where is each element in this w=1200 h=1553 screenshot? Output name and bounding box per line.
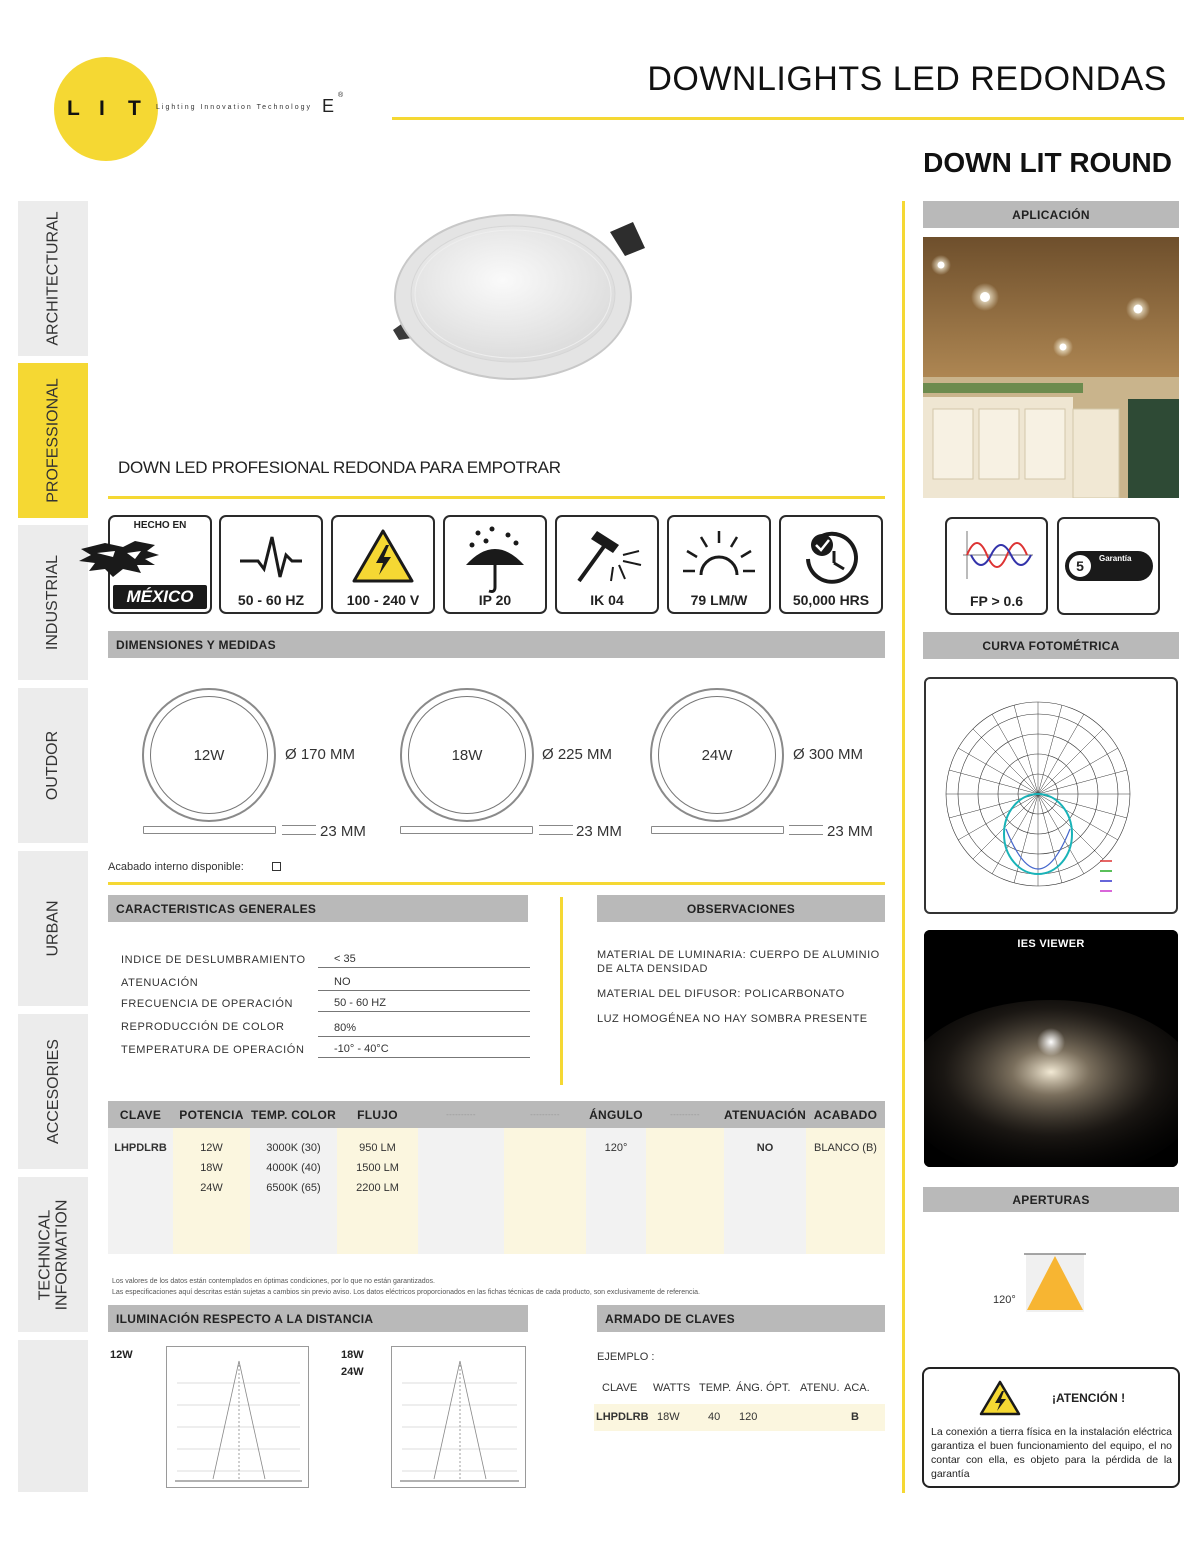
- key-col-clave: CLAVE: [602, 1382, 638, 1394]
- warranty-feature: [1057, 517, 1160, 615]
- page-subtitle: DOWN LIT ROUND: [923, 147, 1172, 178]
- dimension-side-bar: [400, 826, 533, 834]
- logo-letter-t: T: [128, 97, 142, 120]
- dimension-watts: 18W: [408, 696, 526, 814]
- made-in-bottom-text: MÉXICO: [113, 585, 207, 609]
- observations-heading: OBSERVACIONES: [597, 895, 885, 922]
- hammer-impact-icon: [567, 525, 647, 587]
- key-building-heading: ARMADO DE CLAVES: [597, 1305, 885, 1332]
- example-acabado: B: [851, 1411, 859, 1423]
- logo-registered-mark: ®: [338, 92, 344, 99]
- spec-header-angulo: ÁNGULO: [586, 1101, 646, 1128]
- char-label: FRECUENCIA DE OPERACIÓN: [121, 998, 294, 1010]
- warning-box: [922, 1367, 1180, 1488]
- char-value: NO: [318, 976, 530, 991]
- power-factor-waves-icon: [961, 529, 1035, 581]
- logo-letter-l: L: [67, 97, 81, 120]
- eagle-icon: [75, 535, 161, 585]
- warning-icon: [979, 1379, 1021, 1417]
- dimension-side-bar: [651, 826, 784, 834]
- dimension-height: 23 MM: [320, 823, 366, 840]
- ip-label: IP 20: [478, 592, 512, 608]
- nav-label: URBAN: [44, 900, 62, 957]
- dimension-height: 23 MM: [827, 823, 873, 840]
- ies-viewer: [924, 930, 1178, 1167]
- yellow-divider: [560, 897, 563, 1085]
- dimension-circle-24w: [650, 688, 784, 822]
- voltage-feature: [331, 515, 435, 614]
- warranty-label: Garantía: [1099, 554, 1132, 563]
- observation-line: LUZ HOMOGÉNEA NO HAY SOMBRA PRESENTE: [597, 1013, 868, 1025]
- spec-cell-blank: [418, 1128, 504, 1254]
- spec-cell-clave: LHPDLRB: [108, 1128, 173, 1254]
- spec-header-blank: ----------: [646, 1101, 724, 1128]
- nav-tab-urban[interactable]: [18, 851, 88, 1006]
- right-column-divider: [902, 201, 905, 1493]
- illumination-watts-left: 12W: [110, 1349, 133, 1361]
- example-clave: LHPDLRB: [596, 1411, 649, 1423]
- example-label: EJEMPLO :: [597, 1351, 655, 1363]
- timer-icon: [796, 525, 866, 587]
- char-label: INDICE DE DESLUMBRAMIENTO: [121, 954, 306, 966]
- dimension-circle-12w: [142, 688, 276, 822]
- polar-diagram: [926, 679, 1178, 914]
- table-row: [108, 1128, 885, 1254]
- nav-label: ACCESORIES: [44, 1039, 62, 1144]
- aperture-angle-label: 120°: [993, 1294, 1016, 1306]
- logo-letter-i: I: [99, 97, 106, 120]
- nav-tab-empty: [18, 1340, 88, 1492]
- example-angle: 120: [739, 1411, 758, 1423]
- dimension-watts: 24W: [658, 696, 776, 814]
- spec-header-potencia: POTENCIA: [173, 1101, 250, 1128]
- spec-cell-acabado: BLANCO (B): [806, 1128, 885, 1254]
- char-value: 80%: [318, 1022, 530, 1037]
- char-label: REPRODUCCIÓN DE COLOR: [121, 1021, 285, 1033]
- photometric-heading: CURVA FOTOMÉTRICA: [923, 632, 1179, 659]
- ip-feature: [443, 515, 547, 614]
- dimension-height-marker: [282, 825, 316, 835]
- ies-light-render: [924, 930, 1178, 1167]
- spec-header-flujo: FLUJO: [337, 1101, 418, 1128]
- waveform-icon: [236, 525, 306, 585]
- spec-header-acabado: ACABADO: [806, 1101, 885, 1128]
- dimension-height-marker: [789, 825, 823, 835]
- voltage-label: 100 - 240 V: [346, 592, 420, 608]
- spec-header-temp-color: TEMP. COLOR: [250, 1101, 337, 1128]
- efficacy-feature: [667, 515, 771, 614]
- dimension-diameter: Ø 170 MM: [285, 746, 356, 763]
- nav-label: INDUSTRIAL: [44, 554, 62, 651]
- spec-table: [108, 1101, 885, 1254]
- key-col-angle: ÁNG. ÓPT.: [736, 1382, 791, 1394]
- illumination-heading: ILUMINACIÓN RESPECTO A LA DISTANCIA: [108, 1305, 528, 1332]
- life-feature: [779, 515, 883, 614]
- nav-label: ARCHITECTURAL: [44, 211, 62, 346]
- warning-text: La conexión a tierra física en la instalación eléctrica garantiza el buen funcionamiento del equipo, el no contar con ella, es objeto para la pérdida de la garantía: [931, 1426, 1172, 1480]
- dimension-side-bar: [143, 826, 276, 834]
- characteristics-heading: CARACTERISTICAS GENERALES: [108, 895, 528, 922]
- nav-tab-professional[interactable]: [18, 363, 88, 518]
- example-watts: 18W: [657, 1411, 680, 1423]
- spec-cell-flujo: 950 LM 1500 LM 2200 LM: [337, 1128, 418, 1254]
- example-temp: 40: [708, 1411, 721, 1423]
- finish-note: Acabado interno disponible:: [108, 861, 244, 873]
- footnote-2: Las especificaciones aquí descritas están sujetas a cambios sin previo aviso. Los datos eléctricos proporcionados en las fichas técnicas de cada producto, son exclusivamente de referencia.: [112, 1289, 700, 1296]
- frequency-label: 50 - 60 HZ: [237, 592, 305, 608]
- spec-cell-temp-color: 3000K (30) 4000K (40) 6500K (65): [250, 1128, 337, 1254]
- spec-table-header-row: [108, 1101, 885, 1128]
- made-in-mexico-badge: [108, 515, 212, 614]
- ik-label: IK 04: [590, 592, 624, 608]
- light-rays-icon: [679, 525, 759, 587]
- key-col-watts: WATTS: [653, 1382, 691, 1394]
- illumination-watts-right: 24W: [341, 1366, 364, 1378]
- yellow-rule: [108, 496, 885, 499]
- char-value: -10° - 40°C: [318, 1043, 530, 1058]
- logo-e: E: [322, 96, 335, 116]
- frequency-feature: [219, 515, 323, 614]
- power-factor-feature: [945, 517, 1048, 615]
- dimension-circle-18w: [400, 688, 534, 822]
- life-label: 50,000 HRS: [792, 592, 870, 608]
- char-label: TEMPERATURA DE OPERACIÓN: [121, 1044, 305, 1056]
- nav-tab-technical-information[interactable]: [18, 1177, 88, 1332]
- spec-cell-angulo: 120°: [586, 1128, 646, 1254]
- apertures-heading: APERTURAS: [923, 1187, 1179, 1212]
- spec-cell-atenuacion: NO: [724, 1128, 806, 1254]
- logo-tagline: Lighting Innovation Technology: [156, 104, 313, 111]
- ies-viewer-heading: IES VIEWER: [1017, 938, 1085, 950]
- observation-line: MATERIAL DE LUMINARIA: CUERPO DE ALUMINIO DE ALTA DENSIDAD: [597, 949, 880, 975]
- photometric-curve-chart: [924, 677, 1178, 914]
- nav-tab-accesories[interactable]: [18, 1014, 88, 1169]
- title-rule: [392, 117, 1184, 120]
- umbrella-rain-icon: [460, 525, 530, 595]
- dimension-diameter: Ø 225 MM: [542, 746, 613, 763]
- nav-tab-architectural[interactable]: [18, 201, 88, 356]
- dimensions-heading: DIMENSIONES Y MEDIDAS: [108, 631, 885, 658]
- dimension-diameter: Ø 300 MM: [793, 746, 864, 763]
- application-heading: APLICACIÓN: [923, 201, 1179, 228]
- illumination-distance-chart-right: [391, 1346, 526, 1488]
- warranty-years: 5: [1067, 553, 1093, 579]
- ik-feature: [555, 515, 659, 614]
- spec-cell-potencia: 12W 18W 24W: [173, 1128, 250, 1254]
- dimension-watts: 12W: [150, 696, 268, 814]
- footnote-1: Los valores de los datos están contemplados en óptimas condiciones, por lo que no están garantizados.: [112, 1278, 435, 1285]
- nav-label: TECHNICAL INFORMATION: [36, 1199, 70, 1310]
- key-col-atenuacion: ATENU.: [800, 1382, 840, 1394]
- observation-line: MATERIAL DEL DIFUSOR: POLICARBONATO: [597, 988, 845, 1000]
- yellow-rule: [108, 882, 885, 885]
- made-in-top-text: HECHO EN: [133, 520, 187, 531]
- warning-title: ¡ATENCIÓN !: [1052, 1391, 1126, 1405]
- spec-header-atenuacion: ATENUACIÓN: [724, 1101, 806, 1128]
- efficacy-label: 79 LM/W: [690, 592, 748, 608]
- illumination-watts-right: 18W: [341, 1349, 364, 1361]
- char-label: ATENUACIÓN: [121, 977, 199, 989]
- product-description: DOWN LED PROFESIONAL REDONDA PARA EMPOTRAR: [118, 458, 561, 477]
- key-col-acabado: ACA.: [844, 1382, 870, 1394]
- nav-tab-outdor[interactable]: [18, 688, 88, 843]
- high-voltage-icon: [348, 525, 418, 587]
- spec-header-clave: CLAVE: [108, 1101, 173, 1128]
- spec-header-blank: ----------: [504, 1101, 586, 1128]
- key-col-temp: TEMP.: [699, 1382, 732, 1394]
- nav-label: PROFESSIONAL: [44, 378, 62, 503]
- application-photo: [923, 237, 1179, 498]
- illumination-distance-chart-left: [166, 1346, 309, 1488]
- aperture-cone-icon: [1024, 1252, 1086, 1314]
- spec-cell-blank: [646, 1128, 724, 1254]
- dimension-height: 23 MM: [576, 823, 622, 840]
- nav-label: OUTDOR: [44, 730, 62, 801]
- spec-header-blank: ----------: [418, 1101, 504, 1128]
- finish-swatch: [272, 862, 281, 871]
- char-value: 50 - 60 HZ: [318, 997, 530, 1012]
- page-title: DOWNLIGHTS LED REDONDAS: [647, 60, 1167, 98]
- dimension-height-marker: [539, 825, 573, 835]
- power-factor-label: FP > 0.6: [969, 593, 1024, 609]
- spec-cell-blank: [504, 1128, 586, 1254]
- char-value: < 35: [318, 953, 530, 968]
- product-image: [385, 212, 655, 387]
